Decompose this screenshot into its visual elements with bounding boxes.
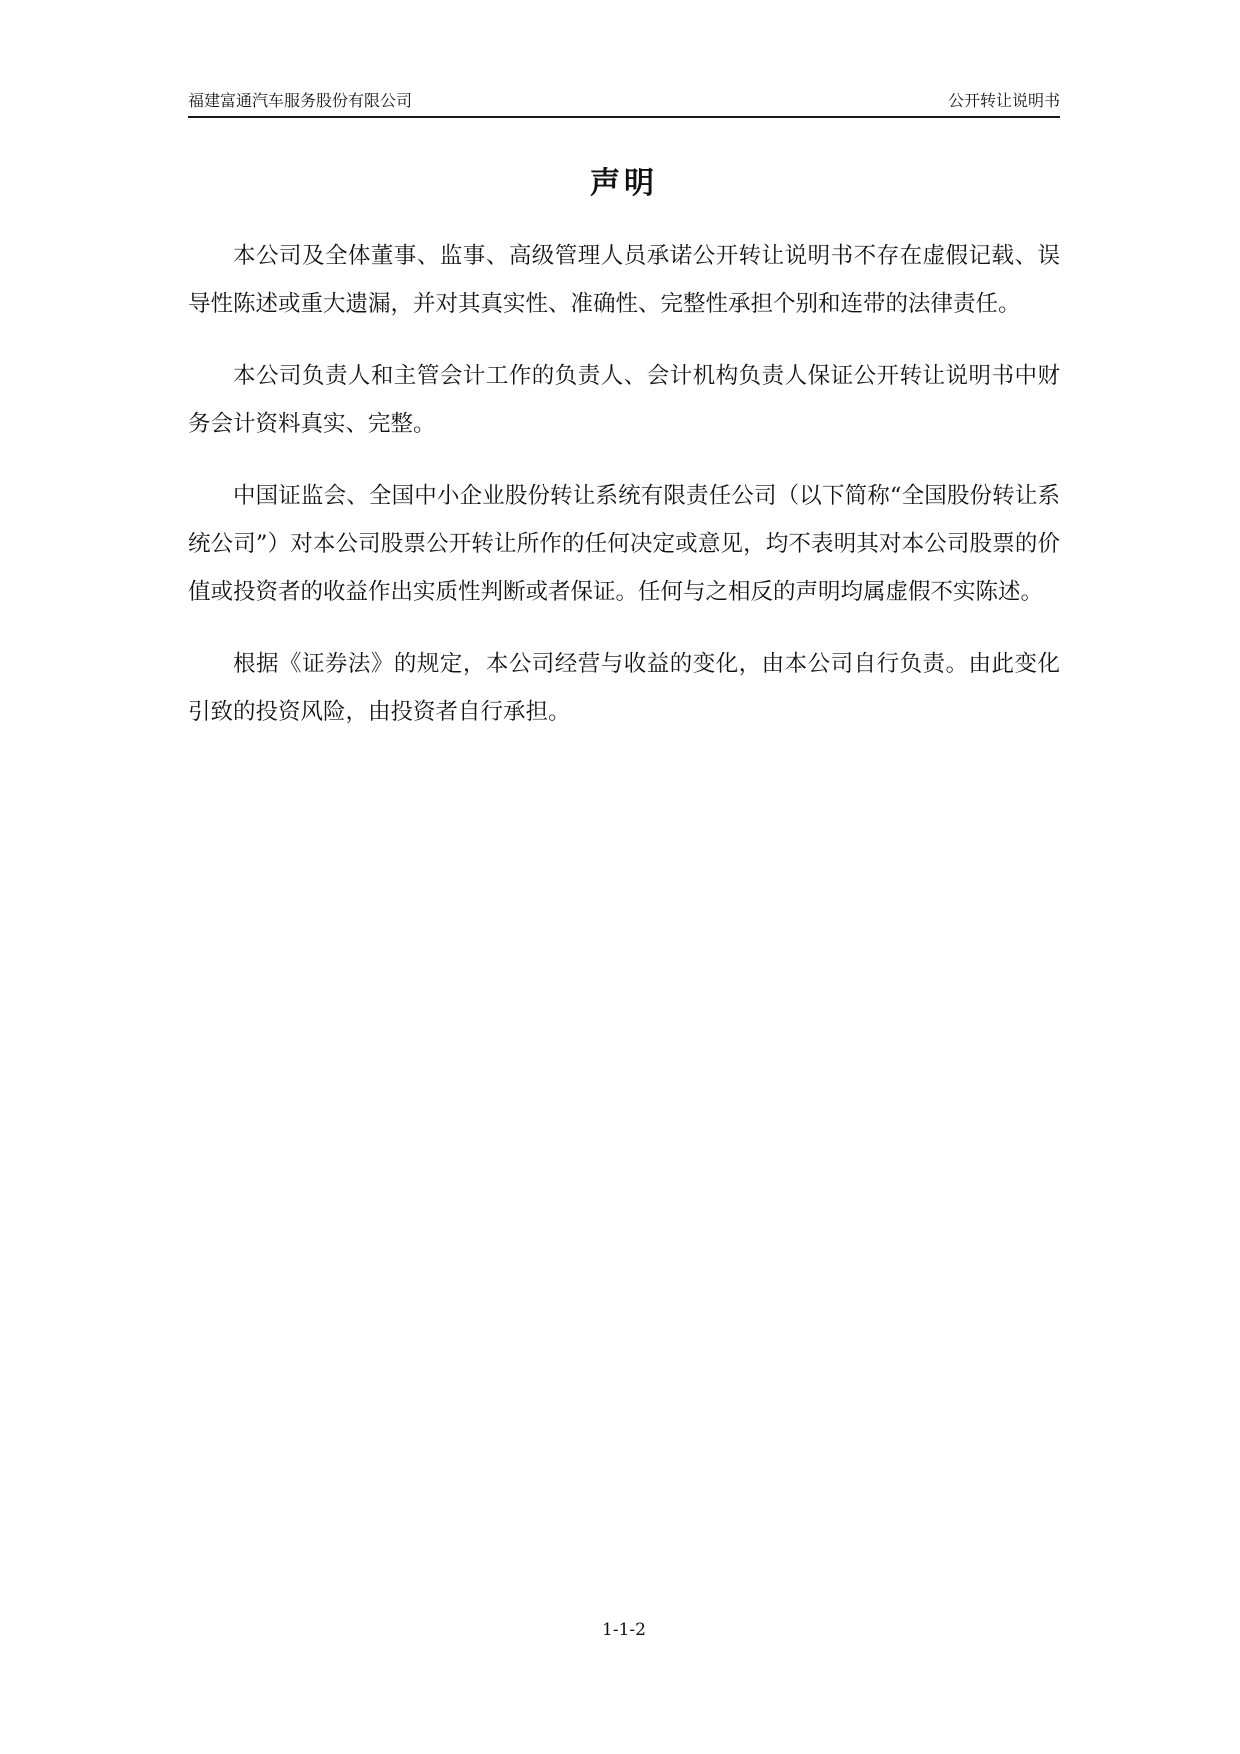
header-document-type: 公开转让说明书 [947,91,1060,110]
header-company-name: 福建富通汽车服务股份有限公司 [188,91,413,110]
page-title: 声明 [590,166,658,201]
paragraph-board-commitment: 本公司及全体董事、监事、高级管理人员承诺公开转让说明书不存在虚假记载、误导性陈述或重大遗漏，并对其真实性、准确性、完整性承担个别和连带的法律责任。 [188,243,1060,317]
paragraph-investment-risk: 根据《证券法》的规定，本公司经营与收益的变化，由本公司自行负责。由此变化引致的投资风险，由投资者自行承担。 [188,651,1060,725]
paragraph-regulator-disclaimer: 中国证监会、全国中小企业股份转让系统有限责任公司（以下简称“全国股份转让系统公司”）对本公司股票公开转让所作的任何决定或意见，均不表明其对本公司股票的价值或投资者的收益作出实质性判断或者保证。任何与之相反的声明均属虚假不实陈述。 [188,483,1060,605]
page-number: 1-1-2 [602,1620,646,1640]
declaration-body [188,232,1060,760]
page-header [188,86,1060,118]
paragraph-financial-guarantee: 本公司负责人和主管会计工作的负责人、会计机构负责人保证公开转让说明书中财务会计资料真实、完整。 [188,363,1060,437]
